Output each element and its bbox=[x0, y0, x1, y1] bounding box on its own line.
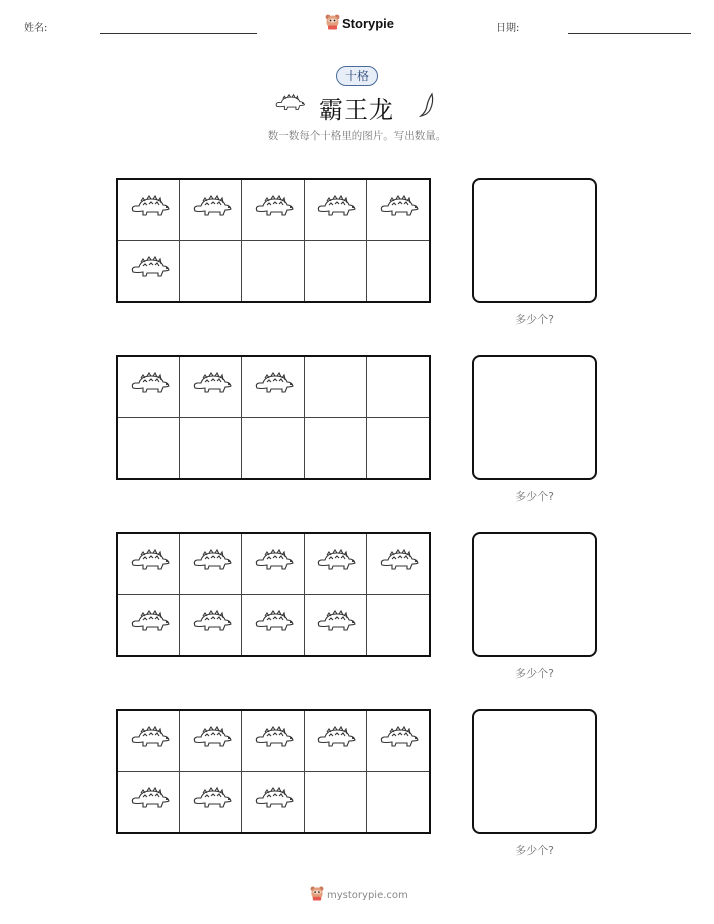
ten-frame-cell bbox=[305, 357, 367, 418]
ankylosaurus-icon bbox=[375, 547, 421, 581]
ten-frame-cell bbox=[118, 772, 180, 833]
ankylosaurus-icon bbox=[188, 370, 234, 404]
ankylosaurus-icon bbox=[126, 608, 172, 642]
date-field[interactable] bbox=[568, 33, 691, 34]
ten-frame-cell bbox=[180, 534, 242, 595]
bear-logo-icon bbox=[325, 13, 340, 34]
instruction-text: 数一数每个十格里的图片。写出数量。 bbox=[267, 130, 447, 142]
footer-url: mystorypie.com bbox=[327, 889, 408, 901]
ankylosaurus-icon bbox=[312, 547, 358, 581]
ten-frame-cell bbox=[242, 241, 304, 302]
ten-frame-cell bbox=[118, 241, 180, 302]
bear-logo-icon bbox=[310, 885, 324, 905]
ten-frame-cell bbox=[367, 595, 429, 656]
ankylosaurus-icon bbox=[126, 547, 172, 581]
ten-frame-cell bbox=[305, 418, 367, 479]
date-label: 日期: bbox=[496, 23, 520, 34]
ten-frame-cell bbox=[180, 241, 242, 302]
ankylosaurus-icon bbox=[126, 785, 172, 819]
brand-name: Storypie bbox=[342, 16, 395, 31]
worksheet-title: 霸王龙 bbox=[319, 96, 394, 124]
ten-frame-cell bbox=[367, 241, 429, 302]
ankylosaurus-icon bbox=[126, 724, 172, 758]
ten-frame-cell bbox=[367, 772, 429, 833]
ten-frame-cell bbox=[118, 418, 180, 479]
ten-frame-cell bbox=[242, 180, 304, 241]
how-many-prompt: 多少个? bbox=[515, 313, 554, 326]
ten-frame bbox=[116, 355, 431, 480]
ankylosaurus-icon bbox=[126, 370, 172, 404]
ankylosaurus-icon bbox=[188, 608, 234, 642]
ten-frame-cell bbox=[180, 595, 242, 656]
ten-frame bbox=[116, 532, 431, 657]
ankylosaurus-icon bbox=[188, 724, 234, 758]
ankylosaurus-icon bbox=[375, 193, 421, 227]
ten-frame-cell bbox=[180, 418, 242, 479]
ten-frame-cell bbox=[305, 595, 367, 656]
ankylosaurus-icon bbox=[312, 608, 358, 642]
ten-frame-cell bbox=[305, 180, 367, 241]
ten-frame-cell bbox=[180, 180, 242, 241]
ten-frame-cell bbox=[367, 357, 429, 418]
worksheet-type-tag: 十格 bbox=[336, 66, 378, 86]
ankylosaurus-icon bbox=[250, 193, 296, 227]
ten-frame-cell bbox=[180, 711, 242, 772]
ten-frame-cell bbox=[118, 534, 180, 595]
ankylosaurus-icon bbox=[250, 547, 296, 581]
ten-frame-cell bbox=[118, 180, 180, 241]
brand-logo bbox=[325, 13, 394, 34]
ten-frame-cell bbox=[305, 241, 367, 302]
ankylosaurus-icon bbox=[250, 785, 296, 819]
ankylosaurus-icon bbox=[312, 193, 358, 227]
ten-frame-cell bbox=[242, 357, 304, 418]
ankylosaurus-icon bbox=[272, 92, 306, 120]
ten-frame-cell bbox=[242, 595, 304, 656]
ten-frame-cell bbox=[118, 357, 180, 418]
ten-frame-cell bbox=[305, 772, 367, 833]
ten-frame-cell bbox=[367, 180, 429, 241]
ankylosaurus-icon bbox=[312, 724, 358, 758]
ankylosaurus-icon bbox=[375, 724, 421, 758]
ankylosaurus-icon bbox=[250, 370, 296, 404]
answer-box[interactable] bbox=[472, 709, 597, 834]
ten-frame-cell bbox=[367, 418, 429, 479]
name-field[interactable] bbox=[100, 33, 257, 34]
ten-frame-cell bbox=[367, 711, 429, 772]
ankylosaurus-icon bbox=[126, 254, 172, 288]
ten-frame-cell bbox=[242, 772, 304, 833]
ankylosaurus-icon bbox=[188, 785, 234, 819]
footer bbox=[310, 885, 408, 905]
ten-frame-cell bbox=[242, 534, 304, 595]
ten-frame-cell bbox=[118, 711, 180, 772]
answer-box[interactable] bbox=[472, 178, 597, 303]
how-many-prompt: 多少个? bbox=[515, 844, 554, 857]
ten-frame bbox=[116, 178, 431, 303]
ten-frame-cell bbox=[242, 418, 304, 479]
how-many-prompt: 多少个? bbox=[515, 490, 554, 503]
ten-frame-cell bbox=[305, 711, 367, 772]
ten-frame-cell bbox=[180, 357, 242, 418]
answer-box[interactable] bbox=[472, 355, 597, 480]
ankylosaurus-icon bbox=[250, 724, 296, 758]
ten-frame-cell bbox=[367, 534, 429, 595]
answer-box[interactable] bbox=[472, 532, 597, 657]
ten-frame bbox=[116, 709, 431, 834]
tooth-icon bbox=[418, 92, 438, 122]
ankylosaurus-icon bbox=[188, 547, 234, 581]
ankylosaurus-icon bbox=[250, 608, 296, 642]
name-label: 姓名: bbox=[24, 23, 48, 34]
ankylosaurus-icon bbox=[126, 193, 172, 227]
ten-frame-cell bbox=[242, 711, 304, 772]
ankylosaurus-icon bbox=[188, 193, 234, 227]
ten-frame-cell bbox=[180, 772, 242, 833]
ten-frame-cell bbox=[305, 534, 367, 595]
ten-frame-cell bbox=[118, 595, 180, 656]
how-many-prompt: 多少个? bbox=[515, 667, 554, 680]
